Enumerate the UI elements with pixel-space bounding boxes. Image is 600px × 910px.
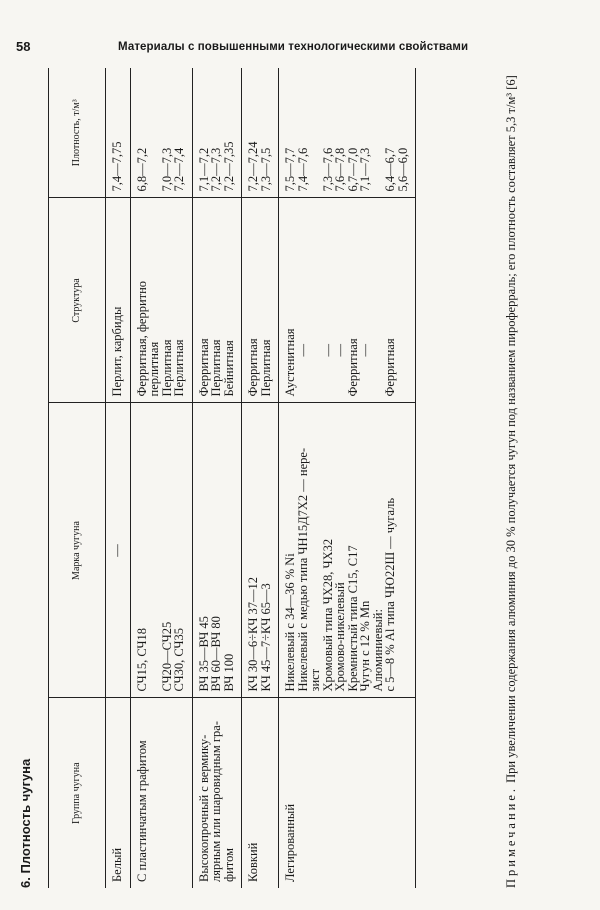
cell-line: Ферритная, ферритно: [134, 280, 149, 397]
cell-line: —: [295, 344, 310, 357]
rotated-table-block: [18, 68, 550, 888]
cell-line: —: [110, 544, 124, 557]
table-note: [504, 68, 518, 888]
cell-line: 6,8—7,2: [134, 147, 149, 192]
cell-structure: [192, 198, 242, 403]
cell-line: Ферритная: [383, 338, 397, 397]
cell-structure: [279, 198, 416, 403]
table-header-row: [49, 68, 106, 888]
cell-line: 7,4—7,6: [295, 147, 310, 192]
table-row: [242, 68, 279, 888]
cell-line: КЧ 30—6÷КЧ 37—12: [246, 577, 260, 692]
cell-group: [106, 698, 131, 888]
cell-line: Алюминиевый:: [370, 609, 385, 692]
cell-line: лярным или шаровидным гра-: [209, 721, 223, 882]
cell-structure: [106, 198, 131, 403]
cell-line: с 5—8 % Al типа ЧЮ22Ш — чугаль: [383, 497, 397, 692]
cell-line: [309, 205, 322, 397]
cell-density: [130, 68, 192, 198]
cell-density: [192, 68, 242, 198]
cell-line: Ферритная: [196, 338, 211, 397]
cell-structure: [242, 198, 279, 403]
table-row: [106, 68, 131, 888]
cell-line: 7,0—7,3: [159, 147, 174, 192]
cell-line: 7,2—7,24: [246, 141, 260, 192]
cell-grade: [192, 403, 242, 698]
cell-line: 7,3—7,6: [320, 147, 335, 192]
cell-group: [130, 698, 192, 888]
cell-line: 6,7—7,0: [345, 147, 360, 192]
cell-line: КЧ 45—7÷КЧ 65—3: [258, 583, 273, 692]
table-row: [130, 68, 192, 888]
cell-line: [148, 410, 161, 692]
cell-density: [242, 68, 279, 198]
cell-grade: [106, 403, 131, 698]
cell-line: Аустенитная: [283, 328, 297, 397]
running-title: Материалы с повышенными технологическими свойствами: [118, 41, 469, 53]
cell-line: 7,6—7,8: [333, 147, 347, 192]
cell-line: 7,2—7,4: [172, 147, 186, 192]
cell-line: СЧ30, СЧ35: [172, 627, 186, 692]
cell-line: СЧ15, СЧ18: [134, 627, 149, 692]
cell-line: —: [358, 344, 372, 357]
cell-group: [192, 698, 242, 888]
cell-line: ВЧ 35—ВЧ 45: [196, 616, 211, 692]
cell-density: [106, 68, 131, 198]
density-table: [48, 68, 416, 888]
cell-line: Ферритная: [246, 338, 260, 397]
cell-line: Перлитная: [159, 339, 174, 397]
cell-line: 5,6—6,0: [395, 147, 410, 192]
cell-group: [242, 698, 279, 888]
cell-line: Бейнитная: [221, 340, 236, 397]
cell-density: [279, 68, 416, 198]
table-body: [106, 68, 416, 888]
cell-line: перлитная: [147, 341, 161, 397]
table-title: 6. Плотность чугуна: [18, 758, 33, 888]
cell-line: Ковкий: [246, 842, 260, 882]
cell-line: СЧ20—СЧ25: [159, 621, 174, 692]
cell-line: [148, 74, 161, 192]
table-row: [192, 68, 242, 888]
cell-line: Перлитная: [172, 339, 186, 397]
cell-line: Перлитная: [209, 339, 223, 397]
cell-line: Ферритная: [345, 338, 360, 397]
cell-line: Белый: [110, 847, 124, 882]
cell-grade: [279, 403, 416, 698]
cell-line: фитом: [221, 847, 236, 882]
cell-line: Хромовый типа ЧХ28, ЧХ32: [320, 538, 335, 692]
column-header: Структура: [49, 198, 106, 403]
cell-line: 7,2—7,35: [221, 141, 236, 192]
cell-line: 7,3—7,5: [258, 147, 273, 192]
cell-line: Кремнистый типа С15, С17: [345, 545, 360, 692]
cell-line: Никелевый с медью типа ЧН15Д7Х2 — нере-: [295, 447, 310, 692]
cell-line: 7,4—7,75: [110, 141, 124, 192]
cell-line: [309, 74, 322, 192]
cell-grade: [242, 403, 279, 698]
note-text: При увеличении содержания алюминия до 30 % получается чугун под названием пироферраль; его плотность составляет 5,3 т/м³ [6]: [504, 75, 518, 783]
column-header: Плотность, т/м³: [49, 68, 106, 198]
column-header: Группа чугуна: [49, 698, 106, 888]
column-header: Марка чугуна: [49, 403, 106, 698]
cell-line: 7,2—7,3: [209, 147, 223, 192]
cell-line: зист: [308, 668, 322, 692]
page-number: 58: [16, 39, 31, 54]
cell-line: Хромово-никелевый: [333, 582, 347, 692]
cell-line: —: [320, 344, 335, 357]
cell-line: Перлитная: [258, 339, 273, 397]
cell-structure: [130, 198, 192, 403]
cell-line: С пластинчатым графитом: [134, 740, 149, 882]
table-row: [279, 68, 416, 888]
cell-line: Никелевый с 34—36 % Ni: [283, 553, 297, 692]
cell-line: ВЧ 60—ВЧ 80: [209, 616, 223, 692]
cell-grade: [130, 403, 192, 698]
cell-group: [279, 698, 416, 888]
cell-line: —: [333, 344, 347, 357]
cell-line: 7,5—7,7: [283, 147, 297, 192]
note-label: Примечание.: [504, 785, 518, 888]
cell-line: 7,1—7,2: [196, 147, 211, 192]
cell-line: Легированный: [283, 803, 297, 882]
cell-line: 7,1—7,3: [358, 147, 372, 192]
cell-line: ВЧ 100: [221, 653, 236, 692]
cell-line: Высокопрочный с вермику-: [196, 734, 211, 882]
cell-line: Перлит, карбиды: [110, 306, 124, 397]
cell-line: 6,4—6,7: [383, 147, 397, 192]
cell-line: Чугун с 12 % Mn: [358, 600, 372, 692]
